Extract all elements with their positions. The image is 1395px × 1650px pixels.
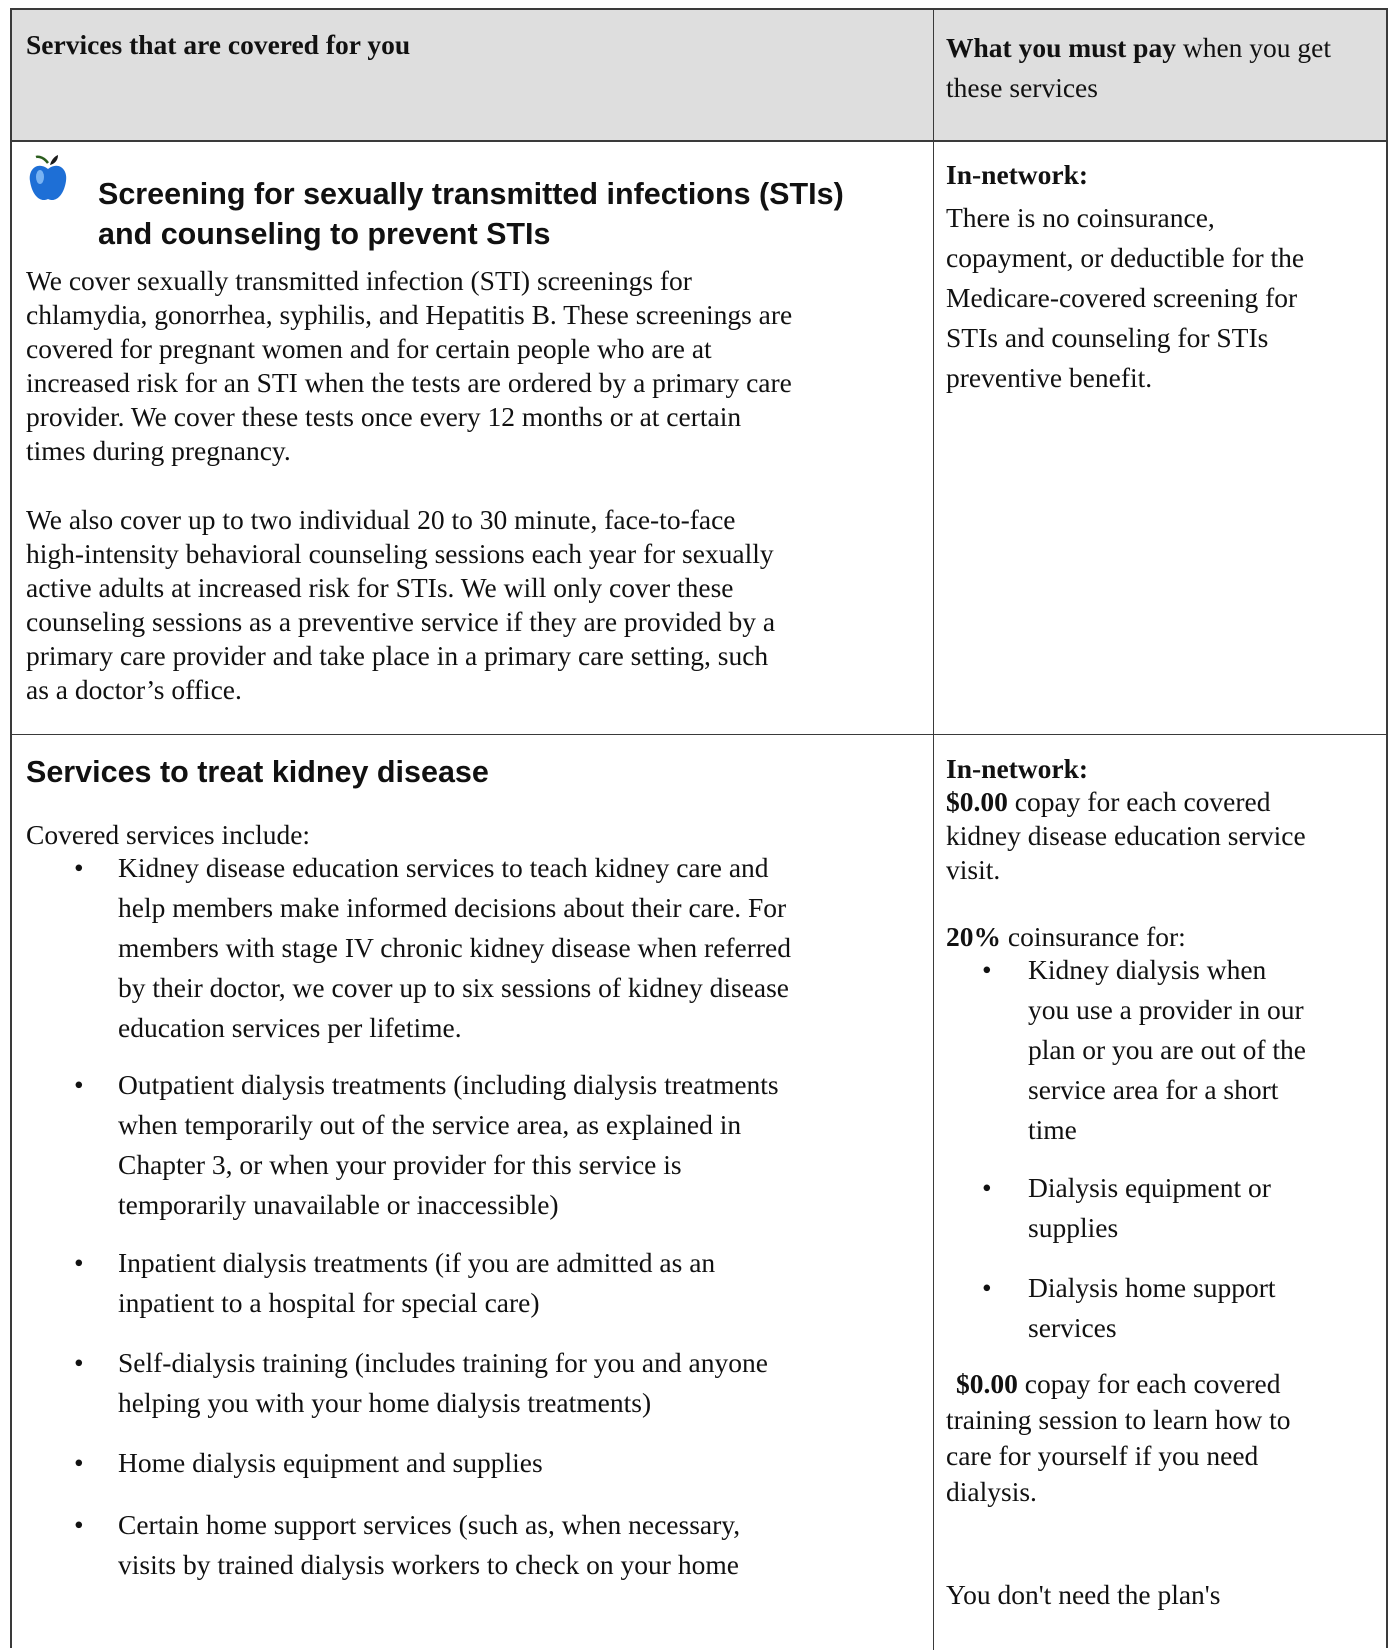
bullet-dot: • bbox=[74, 1247, 84, 1278]
apple-icon bbox=[28, 153, 68, 210]
kidney-pay-bullet-line: time bbox=[1028, 1114, 1077, 1145]
kidney-pay1-amount: $0.00 bbox=[946, 786, 1008, 817]
kidney-bullet-text bbox=[118, 1443, 878, 1483]
kidney-bullet-line: Kidney disease education services to teach kidney care and bbox=[118, 852, 769, 883]
kidney-bullet-line: when temporarily out of the service area, as explained in bbox=[118, 1109, 742, 1140]
sti-para2-line: high-intensity behavioral counseling sessions each year for sexually bbox=[26, 538, 774, 569]
kidney-title: Services to treat kidney disease bbox=[26, 755, 489, 789]
sti-para2-line: We also cover up to two individual 20 to 30 minute, face-to-face bbox=[26, 504, 736, 535]
kidney-pay1-line: visit. bbox=[946, 854, 1001, 885]
sti-pay-line: There is no coinsurance, bbox=[946, 202, 1215, 233]
kidney-pay3-amount: $0.00 bbox=[956, 1368, 1018, 1399]
kidney-pay-bullet bbox=[982, 950, 1342, 1150]
kidney-bullet bbox=[74, 848, 894, 1048]
bullet-dot: • bbox=[74, 1347, 84, 1378]
bullet-dot: • bbox=[982, 1172, 992, 1203]
kidney-bullet bbox=[74, 1243, 894, 1323]
kidney-pay-bullet-line: services bbox=[1028, 1312, 1117, 1343]
kidney-bullet bbox=[74, 1065, 894, 1225]
kidney-bullet-line: Chapter 3, or when your provider for this service is bbox=[118, 1149, 682, 1180]
sti-title-line2: and counseling to prevent STIs bbox=[98, 217, 551, 251]
sti-para2-line: as a doctor’s office. bbox=[26, 674, 242, 705]
sti-para1-line: times during pregnancy. bbox=[26, 435, 291, 466]
bullet-dot: • bbox=[982, 954, 992, 985]
kidney-pay2-amount: 20% bbox=[946, 921, 1001, 952]
kidney-pay-bullet-line: you use a provider in our bbox=[1028, 994, 1304, 1025]
sti-pay-line: preventive benefit. bbox=[946, 362, 1153, 393]
sti-para2-line: counseling sessions as a preventive service if they are provided by a bbox=[26, 606, 776, 637]
kidney-pay2-text: coinsurance for: bbox=[1001, 921, 1186, 952]
kidney-bullet-line: education services per lifetime. bbox=[118, 1012, 462, 1043]
kidney-pay3-line1 bbox=[956, 1366, 1281, 1402]
sti-para1-line: covered for pregnant women and for certain people who are at bbox=[26, 333, 712, 364]
kidney-pay-bullet bbox=[982, 1268, 1342, 1348]
sti-title-line1: Screening for sexually transmitted infections (STIs) bbox=[98, 177, 844, 211]
sti-para2-line: active adults at increased risk for STIs. We will only cover these bbox=[26, 572, 734, 603]
bullet-dot: • bbox=[74, 1447, 84, 1478]
kidney-pay-bullet-line: service area for a short bbox=[1028, 1074, 1279, 1105]
sti-pay-line: STIs and counseling for STIs bbox=[946, 322, 1269, 353]
kidney-bullet-line: by their doctor, we cover up to six sessions of kidney disease bbox=[118, 972, 789, 1003]
header-pay bbox=[946, 28, 1376, 108]
kidney-pay3-line: care for yourself if you need bbox=[946, 1440, 1259, 1471]
kidney-pay2 bbox=[946, 920, 1186, 954]
kidney-bullet bbox=[74, 1505, 894, 1585]
header-pay-bold: What you must pay bbox=[946, 32, 1176, 63]
kidney-bullet-line: Certain home support services (such as, when necessary, bbox=[118, 1509, 741, 1540]
kidney-bullet-line: Self-dialysis training (includes training for you and anyone bbox=[118, 1347, 768, 1378]
kidney-pay3-line: dialysis. bbox=[946, 1476, 1037, 1507]
kidney-pay-bullet-line: Dialysis home support bbox=[1028, 1272, 1276, 1303]
kidney-pay1-text: copay for each covered bbox=[1007, 786, 1271, 817]
kidney-pay-bullet-text bbox=[1028, 1268, 1358, 1348]
kidney-pay-bullet-line: Dialysis equipment or bbox=[1028, 1172, 1271, 1203]
kidney-bullet-line: visits by trained dialysis workers to check on your home bbox=[118, 1549, 739, 1580]
sti-para1-line: provider. We cover these tests once every 12 months or at certain bbox=[26, 401, 742, 432]
kidney-bullet-line: members with stage IV chronic kidney disease when referred bbox=[118, 932, 791, 963]
kidney-pay-bullet-line: plan or you are out of the bbox=[1028, 1034, 1306, 1065]
kidney-bullet-line: helping you with your home dialysis treatments) bbox=[118, 1387, 652, 1418]
kidney-bullet-line: temporarily unavailable or inaccessible) bbox=[118, 1189, 559, 1220]
header-services: Services that are covered for you bbox=[26, 29, 411, 60]
kidney-bullet-text bbox=[118, 1505, 878, 1585]
kidney-pay3-text: copay for each covered bbox=[1017, 1368, 1281, 1399]
bullet-dot: • bbox=[74, 852, 84, 883]
kidney-bullet-text bbox=[118, 848, 878, 1048]
bullet-dot: • bbox=[74, 1069, 84, 1100]
benefits-table bbox=[10, 8, 1388, 1648]
bullet-dot: • bbox=[74, 1509, 84, 1540]
kidney-pay1-line: kidney disease education service bbox=[946, 820, 1306, 851]
kidney-bullet-text bbox=[118, 1243, 878, 1323]
kidney-bullet-text bbox=[118, 1065, 878, 1225]
kidney-bullet bbox=[74, 1443, 894, 1483]
kidney-bullet-line: Inpatient dialysis treatments (if you are admitted as an bbox=[118, 1247, 716, 1278]
column-divider bbox=[933, 10, 934, 1650]
kidney-pay-label: In-network: bbox=[946, 753, 1089, 784]
header-pay-rest: when you get these services bbox=[946, 32, 1332, 103]
kidney-pay-bullet bbox=[982, 1168, 1342, 1248]
kidney-intro: Covered services include: bbox=[26, 819, 311, 850]
kidney-bullet-text bbox=[118, 1343, 878, 1423]
sti-para1-line: chlamydia, gonorrhea, syphilis, and Hepatitis B. These screenings are bbox=[26, 299, 793, 330]
kidney-pay3-line: training session to learn how to bbox=[946, 1404, 1291, 1435]
kidney-bullet bbox=[74, 1343, 894, 1423]
row-divider bbox=[12, 734, 1386, 735]
sti-para1-line: We cover sexually transmitted infection (STI) screenings for bbox=[26, 265, 692, 296]
kidney-pay-bullet-text bbox=[1028, 1168, 1358, 1248]
kidney-pay-bullet-text bbox=[1028, 950, 1358, 1150]
sti-pay-label: In-network: bbox=[946, 159, 1089, 190]
sti-para2-line: primary care provider and take place in a primary care setting, such bbox=[26, 640, 769, 671]
kidney-bullet-line: Outpatient dialysis treatments (including dialysis treatments bbox=[118, 1069, 779, 1100]
kidney-pay-bullet-line: Kidney dialysis when bbox=[1028, 954, 1267, 985]
sti-para1-line: increased risk for an STI when the tests are ordered by a primary care bbox=[26, 367, 792, 398]
kidney-pay-bullet-line: supplies bbox=[1028, 1212, 1119, 1243]
kidney-bullet-line: Home dialysis equipment and supplies bbox=[118, 1447, 543, 1478]
bullet-dot: • bbox=[982, 1272, 992, 1303]
sti-pay-line: copayment, or deductible for the bbox=[946, 242, 1305, 273]
kidney-bullet-line: inpatient to a hospital for special care) bbox=[118, 1287, 540, 1318]
kidney-bullet-line: help members make informed decisions about their care. For bbox=[118, 892, 787, 923]
sti-pay-line: Medicare-covered screening for bbox=[946, 282, 1298, 313]
kidney-pay4: You don't need the plan's bbox=[946, 1579, 1221, 1610]
kidney-pay1-line1 bbox=[946, 785, 1271, 819]
